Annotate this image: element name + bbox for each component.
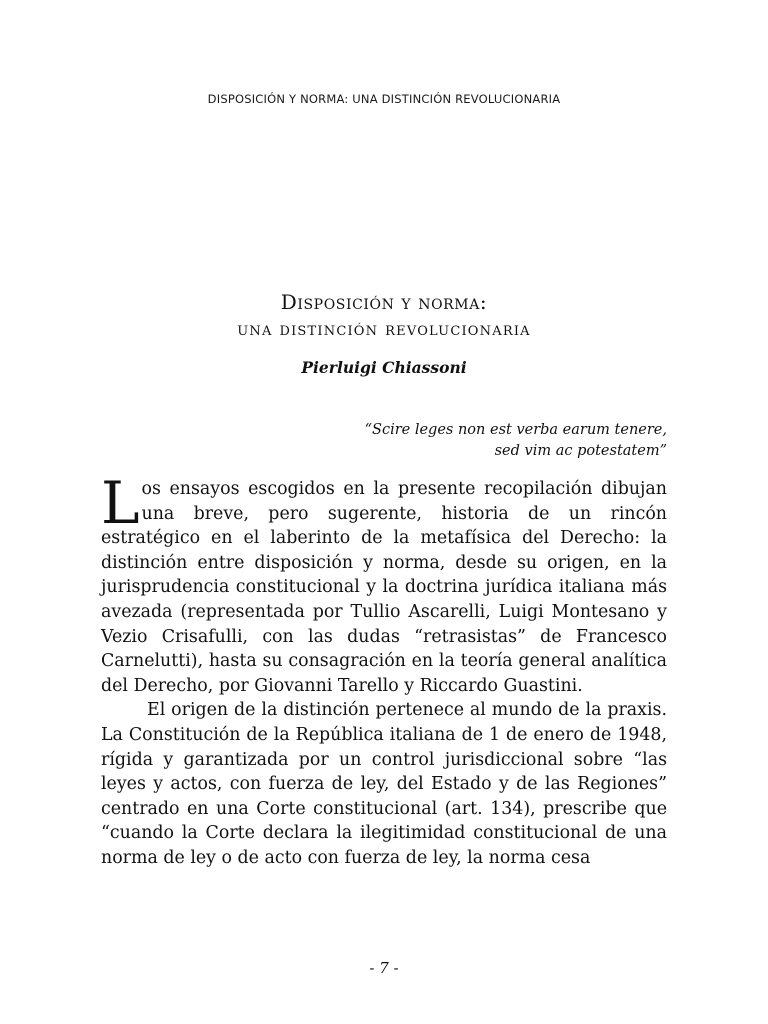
chapter-title-line1: Disposición y norma: xyxy=(280,290,488,314)
epigraph-line2: sed vim ac potestatem” xyxy=(494,443,667,459)
paragraph-1 xyxy=(101,469,667,698)
page-number: - 7 - xyxy=(369,959,399,977)
body-text xyxy=(101,469,667,871)
epigraph xyxy=(365,420,667,462)
paragraph-2-text: El origen de la distinción pertenece al mundo de la praxis. La Constitución de la República italiana de 1 de enero de 1948, rígida y garantizada por un control jurisdiccional sobre “las leyes y actos, con fuerza de ley, del Estado y de las Regiones” centrado en una Corte constitucional (art. 134), prescribe que “cuando la Corte declara la ilegitimidad constitucional de una norma de ley o de acto con fuerza de ley, la norma cesa xyxy=(101,700,667,868)
chapter-title-line2: una distinción revolucionaria xyxy=(237,319,531,340)
epigraph-line1: “Scire leges non est verba earum tenere, xyxy=(364,422,667,438)
chapter-title-block xyxy=(0,288,768,377)
paragraph-2 xyxy=(101,698,667,870)
author-name: Pierluigi Chiassoni xyxy=(301,358,467,377)
paragraph-1-text: os ensayos escogidos en la presente recopilación dibujan una breve, pero sugerente, historia de un rincón estratégico en el laberinto de la metafísica del Derecho: la distinción entre disposición y norma, desde su origen, en la jurisprudencia constitucional y la doctrina jurídica italiana más avezada (representada por Tullio Ascarelli, Luigi Montesano y Vezio Crisafulli, con las dudas “retrasistas” de Francesco Carnelutti), hasta su consagración en la teoría general analítica del Derecho, por Giovanni Tarello y Riccardo Guastini. xyxy=(101,479,667,696)
running-head: DISPOSICIÓN Y NORMA: UNA DISTINCIÓN REVOLUCIONARIA xyxy=(207,92,561,106)
drop-cap: L xyxy=(101,469,140,537)
